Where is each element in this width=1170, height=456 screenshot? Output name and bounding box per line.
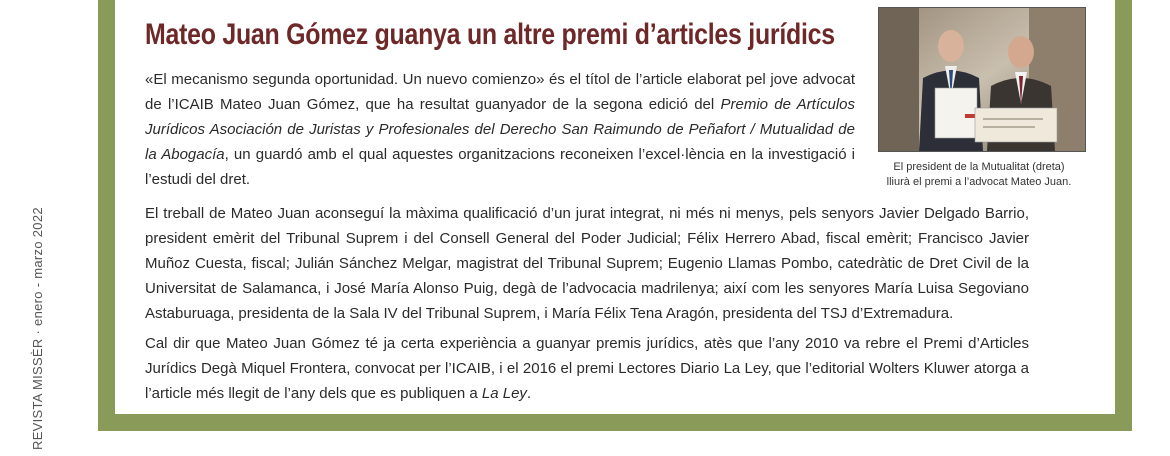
p1-award-name: Premio de Artículos Jurídicos Asociación de Juristas y Profesionales del Derecho San Raimundo de Peñafort / Mutualidad de la Abogacía: [145, 96, 855, 163]
photo-caption: [872, 160, 1086, 190]
p1-text-b: , un guardó amb el qual aquestes organitzacions reconeixen l’excel·lència en la investigació i l’estudi del dret.: [145, 146, 856, 188]
p3-publication-name: La Ley: [481, 385, 527, 402]
caption-line-2: lliurà el premi a l’advocat Mateo Juan.: [886, 176, 1072, 188]
caption-line-1: El president de la Mutualitat (dreta): [893, 161, 1065, 173]
award-photo: [878, 7, 1086, 152]
article-title: Mateo Juan Gómez guanya un altre premi d’articles jurídics: [145, 18, 835, 51]
award-photo-image: [879, 8, 1085, 151]
article-paragraph-3: [145, 331, 1029, 406]
p1-text-a: «El mecanismo segunda oportunidad. Un nuevo comienzo» és el títol de l’article elaborat pel jove advocat de l’ICAIB Mateo Juan Gómez, que ha resultat guanyador de la segona edició del: [145, 71, 855, 113]
magazine-sidebar-label: REVISTA MISSÈR · enero - marzo 2022: [30, 207, 45, 450]
p3-text-a: Cal dir que Mateo Juan Gómez té ja certa experiència a guanyar premis jurídics, atès que l’any 2010 va rebre el Premi d’Articles Jurídics Degà Miquel Frontera, convocat per l’ICAIB, i el 2016 el premi Lectores Diario La Ley, que l’editorial Wolters Kluwer atorga a l’article més llegit de l’any dels que es publiquen a: [145, 335, 1029, 402]
article-paragraph-1: [145, 67, 855, 192]
p3-text-b: .: [526, 385, 532, 402]
article-paragraph-2: El treball de Mateo Juan aconseguí la màxima qualificació d’un jurat integrat, ni més ni menys, pels senyors Javier Delgado Barrio, president emèrit del Tribunal Suprem i del Consell General del Poder Judicial; Félix Herrero Abad, fiscal emèrit; Francisco Javier Muñoz Cuesta, fiscal; Julián Sánchez Melgar, magistrat del Tribunal Suprem; Eugenio Llamas Pombo, catedràtic de Dret Civil de la Universitat de Salamanca, i José María Alonso Puig, degà de l’advocacia madrilenya; així com les senyores María Luisa Segoviano Astaburuaga, presidenta de la Sala IV del Tribunal Suprem, i María Félix Tena Aragón, presidenta del TSJ d’Extremadura.: [145, 205, 1029, 322]
